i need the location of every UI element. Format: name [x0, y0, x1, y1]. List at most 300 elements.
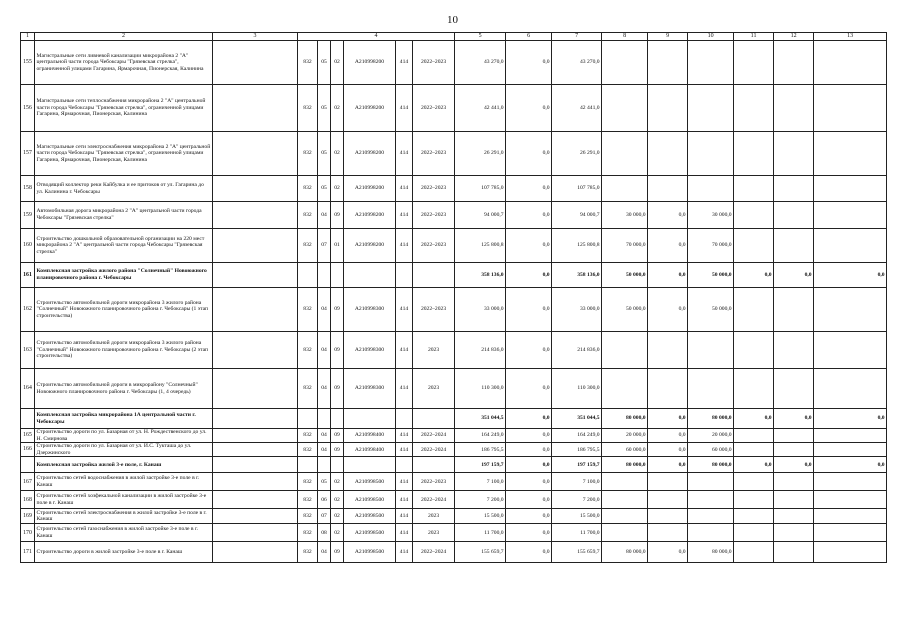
table-row [21, 132, 887, 176]
col6-value: 7 100,0 [455, 473, 506, 491]
section-code: 07 [318, 229, 331, 263]
target-article-code: A210998500 [344, 491, 396, 509]
construction-period: 2023 [413, 369, 455, 409]
table-row [21, 229, 887, 263]
col11-value [688, 132, 734, 176]
col6-value: 15 500,0 [455, 509, 506, 524]
ministry-code: 832 [298, 176, 318, 202]
col9-value: 60 000,0 [602, 443, 648, 457]
col6-value: 33 000,0 [455, 288, 506, 332]
object-name: Строительство автомобильной дороги в микрорайону "Солнечный" Новоюжного планировочного района г. Чебоксары (1, 4 очередь) [35, 369, 213, 409]
object-name: Магистральные сети электроснабжения микрорайона 2 "А" центральной части города Чебоксары "Грязевская стрелка", ограниченной улицами Гагарина, Ярмарочная, Пионерская, Калинина [35, 132, 213, 176]
col6-value: 107 785,0 [455, 176, 506, 202]
col6-value: 42 441,0 [455, 85, 506, 132]
col7-value: 0,0 [506, 429, 552, 443]
column-number: 2 [35, 33, 213, 41]
col12-value [734, 443, 774, 457]
table-row [21, 409, 887, 429]
col10-value: 0,0 [648, 263, 688, 288]
col9-value [602, 332, 648, 369]
target-article-code: A210998400 [344, 443, 396, 457]
col9-value: 80 000,0 [602, 409, 648, 429]
ministry-code: 832 [298, 229, 318, 263]
section-code: 04 [318, 542, 331, 563]
expense-type-code: 414 [396, 176, 413, 202]
col9-value [602, 509, 648, 524]
ministry-code: 832 [298, 332, 318, 369]
col6-value: 155 659,7 [455, 542, 506, 563]
col6-value: 358 136,0 [455, 263, 506, 288]
ministry-code: 832 [298, 524, 318, 542]
col8-value: 164 249,0 [552, 429, 602, 443]
col11-value: 80 000,0 [688, 457, 734, 473]
target-article-code: A210998500 [344, 509, 396, 524]
object-name: Строительство сетей электроснабжения в жилой застройке 3-е поле в г. Канаш [35, 509, 213, 524]
column-number: 3 [213, 33, 298, 41]
table-row [21, 509, 887, 524]
col6-value: 11 700,0 [455, 524, 506, 542]
column-number: 5 [455, 33, 506, 41]
construction-period: 2023 [413, 509, 455, 524]
col12-value [734, 176, 774, 202]
ministry-code: 832 [298, 288, 318, 332]
col14-value [814, 41, 887, 85]
ministry-code: 832 [298, 491, 318, 509]
col11-value [688, 491, 734, 509]
col6-value: 164 249,0 [455, 429, 506, 443]
col7-value: 0,0 [506, 176, 552, 202]
blank-cell [213, 443, 298, 457]
expense-type-code: 414 [396, 542, 413, 563]
expense-type-code: 414 [396, 524, 413, 542]
col14-value [814, 443, 887, 457]
section-code [318, 409, 331, 429]
table-row [21, 429, 887, 443]
col6-value: 43 270,0 [455, 41, 506, 85]
section-code: 04 [318, 202, 331, 229]
blank-cell [213, 457, 298, 473]
col7-value: 0,0 [506, 473, 552, 491]
blank-cell [213, 263, 298, 288]
col8-value: 125 800,8 [552, 229, 602, 263]
col8-value: 26 291,0 [552, 132, 602, 176]
col7-value: 0,0 [506, 443, 552, 457]
col7-value: 0,0 [506, 409, 552, 429]
col9-value [602, 369, 648, 409]
column-number: 8 [602, 33, 648, 41]
col12-value [734, 491, 774, 509]
col6-value: 7 200,0 [455, 491, 506, 509]
col6-value: 26 291,0 [455, 132, 506, 176]
section-code: 05 [318, 473, 331, 491]
col8-value: 155 659,7 [552, 542, 602, 563]
col11-value: 80 000,0 [688, 409, 734, 429]
construction-period: 2023 [413, 332, 455, 369]
col12-value [734, 473, 774, 491]
column-number: 9 [648, 33, 688, 41]
section-code: 04 [318, 369, 331, 409]
table-row [21, 85, 887, 132]
col7-value: 0,0 [506, 85, 552, 132]
column-number: 11 [734, 33, 774, 41]
column-number: 7 [552, 33, 602, 41]
section-code: 04 [318, 429, 331, 443]
col13-value [774, 332, 814, 369]
col11-value: 80 000,0 [688, 542, 734, 563]
col13-value: 0,0 [774, 457, 814, 473]
blank-cell [213, 509, 298, 524]
table-row [21, 369, 887, 409]
col8-value: 358 136,0 [552, 263, 602, 288]
col11-value: 60 000,0 [688, 443, 734, 457]
object-name: Строительство дороги в жилой застройке 3-е поле в г. Канаш [35, 542, 213, 563]
col8-value: 107 785,0 [552, 176, 602, 202]
col10-value: 0,0 [648, 202, 688, 229]
col9-value [602, 524, 648, 542]
ministry-code [298, 263, 318, 288]
col10-value: 0,0 [648, 457, 688, 473]
col10-value: 0,0 [648, 443, 688, 457]
col10-value: 0,0 [648, 229, 688, 263]
section-code [318, 457, 331, 473]
col8-value: 42 441,0 [552, 85, 602, 132]
col10-value [648, 369, 688, 409]
col8-value: 351 044,5 [552, 409, 602, 429]
row-number: 156 [21, 85, 35, 132]
col10-value: 0,0 [648, 409, 688, 429]
row-number: 161 [21, 263, 35, 288]
blank-cell [213, 542, 298, 563]
col13-value [774, 176, 814, 202]
col8-value: 214 836,0 [552, 332, 602, 369]
target-article-code: A210998200 [344, 202, 396, 229]
expense-type-code: 414 [396, 429, 413, 443]
col7-value: 0,0 [506, 202, 552, 229]
subsection-code: 09 [331, 443, 344, 457]
subsection-code: 09 [331, 202, 344, 229]
subsection-code: 02 [331, 132, 344, 176]
col14-value [814, 85, 887, 132]
subsection-code: 09 [331, 429, 344, 443]
subsection-code: 02 [331, 491, 344, 509]
target-article-code: A210998500 [344, 524, 396, 542]
section-code: 05 [318, 85, 331, 132]
col13-value [774, 473, 814, 491]
col6-value: 351 044,5 [455, 409, 506, 429]
blank-cell [213, 369, 298, 409]
blank-cell [213, 524, 298, 542]
row-number: 159 [21, 202, 35, 229]
col6-value: 110 300,0 [455, 369, 506, 409]
ministry-code: 832 [298, 369, 318, 409]
target-article-code: A210998200 [344, 176, 396, 202]
target-article-code: A210998200 [344, 41, 396, 85]
col14-value [814, 229, 887, 263]
construction-period: 2022–2023 [413, 176, 455, 202]
object-name: Отводящий коллектор реки Кайбулка и ее притоков от ул. Гагарина до ул. Калинина г. Чебоксары [35, 176, 213, 202]
object-name: Строительство сетей газоснабжения в жилой застройке 3-е поле в г. Канаш [35, 524, 213, 542]
row-number: 166 [21, 443, 35, 457]
col14-value [814, 288, 887, 332]
construction-period: 2022–2023 [413, 288, 455, 332]
table-row [21, 491, 887, 509]
ministry-code: 832 [298, 443, 318, 457]
subsection-code: 09 [331, 332, 344, 369]
object-name: Строительство сетей хозфекальной канализации в жилой застройке 3-е поле в г. Канаш [35, 491, 213, 509]
table-row [21, 288, 887, 332]
expense-type-code: 414 [396, 491, 413, 509]
col11-value: 30 000,0 [688, 202, 734, 229]
col8-value: 94 000,7 [552, 202, 602, 229]
col11-value [688, 509, 734, 524]
col13-value [774, 229, 814, 263]
col9-value: 50 000,0 [602, 288, 648, 332]
col10-value [648, 491, 688, 509]
col13-value: 0,0 [774, 409, 814, 429]
col13-value [774, 41, 814, 85]
col11-value: 50 000,0 [688, 263, 734, 288]
expense-type-code [396, 263, 413, 288]
expense-type-code: 414 [396, 369, 413, 409]
expense-type-code [396, 457, 413, 473]
construction-period: 2022–2023 [413, 473, 455, 491]
expense-type-code: 414 [396, 229, 413, 263]
object-name: Строительство дороги по ул. Базарная от ул. Н. Рождественского до ул. Н. Смирнова [35, 429, 213, 443]
target-article-code [344, 263, 396, 288]
construction-period: 2022–2023 [413, 229, 455, 263]
section-code: 06 [318, 491, 331, 509]
col9-value [602, 491, 648, 509]
object-name: Автомобильная дорога микрорайона 2 "А" центральной части города Чебоксары "Грязевская стрелка" [35, 202, 213, 229]
col14-value [814, 176, 887, 202]
col7-value: 0,0 [506, 229, 552, 263]
col14-value [814, 524, 887, 542]
col14-value: 0,0 [814, 263, 887, 288]
target-article-code: A210998300 [344, 288, 396, 332]
col9-value: 70 000,0 [602, 229, 648, 263]
col13-value [774, 443, 814, 457]
section-code: 05 [318, 132, 331, 176]
col10-value [648, 473, 688, 491]
blank-cell [213, 202, 298, 229]
subsection-code: 09 [331, 542, 344, 563]
row-number: 169 [21, 509, 35, 524]
col12-value: 0,0 [734, 457, 774, 473]
ministry-code: 832 [298, 509, 318, 524]
col14-value: 0,0 [814, 409, 887, 429]
expense-type-code: 414 [396, 473, 413, 491]
object-name: Комплексная застройка микрорайона 1А центральной части г. Чебоксары [35, 409, 213, 429]
section-code: 04 [318, 288, 331, 332]
row-number: 167 [21, 473, 35, 491]
ministry-code: 832 [298, 132, 318, 176]
target-article-code [344, 409, 396, 429]
target-article-code: A210998500 [344, 542, 396, 563]
table-row [21, 443, 887, 457]
col8-value: 186 795,5 [552, 443, 602, 457]
ministry-code: 832 [298, 202, 318, 229]
ministry-code: 832 [298, 85, 318, 132]
expense-type-code: 414 [396, 85, 413, 132]
construction-period: 2022–2023 [413, 41, 455, 85]
col10-value [648, 509, 688, 524]
construction-period: 2022–2024 [413, 429, 455, 443]
blank-cell [213, 132, 298, 176]
table-row [21, 332, 887, 369]
target-article-code: A210998300 [344, 332, 396, 369]
object-name: Строительство дошкольной образовательной организации на 220 мест микрорайона 2 "А" центральной части города Чебоксары "Грязевская стрелка" [35, 229, 213, 263]
subsection-code [331, 409, 344, 429]
subsection-code [331, 263, 344, 288]
section-code: 07 [318, 509, 331, 524]
col11-value [688, 176, 734, 202]
ministry-code [298, 457, 318, 473]
col9-value [602, 85, 648, 132]
ministry-code: 832 [298, 41, 318, 85]
col10-value [648, 132, 688, 176]
col14-value [814, 202, 887, 229]
col12-value [734, 369, 774, 409]
col12-value [734, 85, 774, 132]
table-row [21, 202, 887, 229]
col9-value: 30 000,0 [602, 202, 648, 229]
col11-value [688, 85, 734, 132]
expense-type-code: 414 [396, 132, 413, 176]
col14-value [814, 473, 887, 491]
col10-value: 0,0 [648, 542, 688, 563]
col11-value [688, 524, 734, 542]
col8-value: 7 100,0 [552, 473, 602, 491]
subsection-code [331, 457, 344, 473]
col14-value [814, 509, 887, 524]
blank-cell [213, 229, 298, 263]
col14-value [814, 132, 887, 176]
col7-value: 0,0 [506, 332, 552, 369]
table-row [21, 457, 887, 473]
col13-value [774, 288, 814, 332]
blank-cell [213, 332, 298, 369]
row-number: 163 [21, 332, 35, 369]
col11-value: 70 000,0 [688, 229, 734, 263]
blank-cell [213, 288, 298, 332]
section-code: 05 [318, 176, 331, 202]
col10-value [648, 332, 688, 369]
target-article-code: A210998200 [344, 132, 396, 176]
table-row [21, 524, 887, 542]
target-article-code: A210998200 [344, 229, 396, 263]
table-row [21, 176, 887, 202]
row-number: 162 [21, 288, 35, 332]
col12-value: 0,0 [734, 409, 774, 429]
blank-cell [213, 473, 298, 491]
col12-value [734, 132, 774, 176]
column-number: 6 [506, 33, 552, 41]
col12-value [734, 332, 774, 369]
col10-value [648, 85, 688, 132]
col13-value [774, 369, 814, 409]
subsection-code: 09 [331, 369, 344, 409]
col12-value [734, 229, 774, 263]
object-name: Комплексная застройка жилой 3-е поле, г. Канаш [35, 457, 213, 473]
construction-period: 2022–2023 [413, 85, 455, 132]
object-name: Строительство дороги по ул. Базарная от ул. И.С. Тукташа до ул. Дзержинского [35, 443, 213, 457]
col12-value [734, 288, 774, 332]
col8-value: 7 200,0 [552, 491, 602, 509]
col7-value: 0,0 [506, 542, 552, 563]
section-code: 04 [318, 332, 331, 369]
blank-cell [213, 85, 298, 132]
col11-value [688, 41, 734, 85]
col10-value [648, 41, 688, 85]
col9-value [602, 473, 648, 491]
col14-value [814, 429, 887, 443]
subsection-code: 02 [331, 85, 344, 132]
target-article-code: A210998300 [344, 369, 396, 409]
column-number: 12 [774, 33, 814, 41]
col7-value: 0,0 [506, 263, 552, 288]
col6-value: 214 836,0 [455, 332, 506, 369]
target-article-code: A210998500 [344, 473, 396, 491]
col13-value [774, 542, 814, 563]
col12-value [734, 202, 774, 229]
construction-period [413, 263, 455, 288]
construction-period: 2022–2024 [413, 491, 455, 509]
col7-value: 0,0 [506, 509, 552, 524]
row-number [21, 409, 35, 429]
col10-value: 0,0 [648, 429, 688, 443]
col8-value: 15 500,0 [552, 509, 602, 524]
col10-value: 0,0 [648, 288, 688, 332]
col13-value [774, 85, 814, 132]
col9-value [602, 176, 648, 202]
subsection-code: 02 [331, 473, 344, 491]
expense-type-code: 414 [396, 332, 413, 369]
col11-value: 20 000,0 [688, 429, 734, 443]
subsection-code: 02 [331, 509, 344, 524]
ministry-code: 832 [298, 542, 318, 563]
col7-value: 0,0 [506, 491, 552, 509]
page-number: 10 [447, 14, 458, 26]
col7-value: 0,0 [506, 132, 552, 176]
row-number: 168 [21, 491, 35, 509]
col6-value: 125 800,8 [455, 229, 506, 263]
section-code: 08 [318, 524, 331, 542]
col13-value [774, 429, 814, 443]
col9-value: 20 000,0 [602, 429, 648, 443]
blank-cell [213, 176, 298, 202]
row-number: 170 [21, 524, 35, 542]
col12-value [734, 429, 774, 443]
row-number: 158 [21, 176, 35, 202]
col13-value: 0,0 [774, 263, 814, 288]
construction-period [413, 457, 455, 473]
column-number: 1 [21, 33, 35, 41]
col12-value [734, 41, 774, 85]
table-row [21, 41, 887, 85]
subsection-code: 02 [331, 41, 344, 85]
table-row [21, 542, 887, 563]
construction-period: 2022–2023 [413, 202, 455, 229]
col7-value: 0,0 [506, 524, 552, 542]
col8-value: 197 159,7 [552, 457, 602, 473]
object-name: Строительство сетей водоснабжения в жилой застройке 3-е поле в г. Канаш [35, 473, 213, 491]
expense-type-code [396, 409, 413, 429]
expense-type-code: 414 [396, 509, 413, 524]
row-number: 164 [21, 369, 35, 409]
expense-type-code: 414 [396, 41, 413, 85]
section-code: 05 [318, 41, 331, 85]
row-number: 155 [21, 41, 35, 85]
